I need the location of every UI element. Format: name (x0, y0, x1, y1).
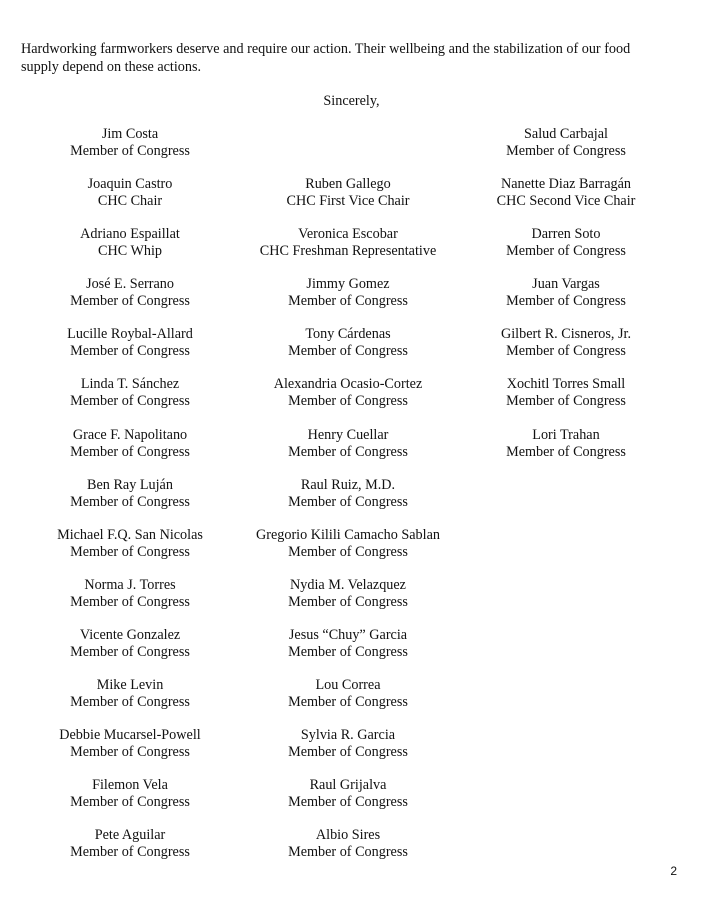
signature-block (451, 427, 681, 461)
signer-title: Member of Congress (288, 844, 408, 861)
signer-title: CHC Freshman Representative (259, 243, 437, 260)
signature-block (15, 627, 245, 661)
signature-block (233, 376, 463, 410)
signer-title: Member of Congress (506, 343, 626, 360)
signature-row (0, 527, 703, 577)
signature-row (0, 226, 703, 276)
signer-name: José E. Serrano (86, 276, 174, 293)
signer-title: Member of Congress (70, 643, 190, 660)
signature-block (15, 477, 245, 511)
signature-block (15, 226, 245, 260)
signature-block (233, 176, 463, 210)
signer-title: Member of Congress (288, 343, 408, 360)
signer-name: Jesus “Chuy” Garcia (288, 626, 408, 643)
signer-name: Norma J. Torres (84, 576, 176, 593)
intro-paragraph (21, 40, 681, 76)
signer-title: CHC Second Vice Chair (496, 193, 636, 210)
signer-name: Jim Costa (101, 126, 159, 142)
signer-title: Member of Congress (70, 443, 190, 460)
signer-name: Adriano Espaillat (80, 226, 180, 243)
signer-name: Ruben Gallego (305, 176, 391, 193)
signer-name: Lucille Roybal-Allard (67, 326, 193, 343)
signer-title: Member of Congress (288, 643, 408, 660)
signer-title: Member of Congress (70, 493, 190, 510)
signer-title: Member of Congress (70, 393, 190, 410)
signature-block (233, 427, 463, 461)
signer-name: Michael F.Q. San Nicolas (57, 526, 203, 543)
signature-block (15, 326, 245, 360)
signer-title: Member of Congress (506, 243, 626, 260)
signature-block (451, 376, 681, 410)
signature-block (451, 226, 681, 260)
signature-block (233, 477, 463, 511)
signature-block (233, 777, 463, 811)
intro-line: supply depend on these actions. (21, 59, 202, 75)
signature-row (0, 477, 703, 527)
signer-title: Member of Congress (288, 443, 408, 460)
signer-name: Raul Ruiz, M.D. (300, 476, 396, 493)
signer-name: Mike Levin (96, 677, 164, 694)
signer-title: Member of Congress (506, 143, 626, 159)
signer-title: Member of Congress (70, 343, 190, 360)
signer-name: Juan Vargas (532, 276, 600, 293)
signer-name: Gregorio Kilili Camacho Sablan (255, 526, 440, 543)
signer-title: Member of Congress (288, 293, 408, 310)
signer-name: Alexandria Ocasio-Cortez (273, 376, 423, 393)
signer-title: CHC Chair (97, 193, 163, 210)
signer-title: Member of Congress (288, 593, 408, 610)
signature-block (15, 427, 245, 461)
signer-title: Member of Congress (506, 443, 626, 460)
signer-title: Member of Congress (288, 393, 408, 410)
signature-block (15, 677, 245, 711)
signature-block (15, 176, 245, 210)
signature-row (0, 126, 703, 176)
signature-row (0, 627, 703, 677)
signer-title: Member of Congress (70, 143, 190, 159)
signature-row (0, 176, 703, 226)
signature-block (15, 777, 245, 811)
signer-name: Joaquin Castro (87, 176, 173, 193)
signer-title: Member of Congress (70, 694, 190, 711)
signer-title: Member of Congress (506, 393, 626, 410)
signer-title: CHC First Vice Chair (286, 193, 410, 210)
signer-name: Salud Carbajal (524, 126, 608, 142)
signature-row (0, 276, 703, 326)
signer-name: Sylvia R. Garcia (300, 727, 396, 744)
signer-name: Henry Cuellar (307, 426, 389, 443)
signature-block (15, 527, 245, 561)
signer-name: Grace F. Napolitano (72, 426, 188, 443)
signature-row (0, 326, 703, 376)
closing-salutation: Sincerely, (323, 93, 380, 109)
signature-block (451, 176, 681, 210)
signature-block (233, 326, 463, 360)
signer-name: Tony Cárdenas (305, 326, 391, 343)
signer-title: Member of Congress (288, 493, 408, 510)
signature-row (0, 677, 703, 727)
signature-block (15, 126, 245, 160)
signature-block (15, 276, 245, 310)
signature-row (0, 727, 703, 777)
signature-block (233, 677, 463, 711)
signer-title: Member of Congress (70, 543, 190, 560)
signature-block (451, 126, 681, 160)
signature-block (15, 827, 245, 861)
signer-title: Member of Congress (506, 293, 626, 310)
signer-name: Xochitl Torres Small (506, 376, 626, 393)
signer-title: Member of Congress (70, 844, 190, 861)
signature-row (0, 376, 703, 426)
signature-block (233, 727, 463, 761)
signer-name: Debbie Mucarsel-Powell (59, 727, 201, 744)
signature-grid (0, 126, 703, 877)
signature-block (451, 276, 681, 310)
signer-name: Pete Aguilar (94, 827, 166, 844)
signer-name: Raul Grijalva (309, 777, 387, 794)
page-number: 2 (670, 864, 677, 878)
signer-name: Linda T. Sánchez (80, 376, 180, 393)
intro-line: Hardworking farmworkers deserve and require our action. Their wellbeing and the stabilization of our food (21, 41, 631, 57)
signer-title: Member of Congress (70, 744, 190, 761)
signature-row (0, 577, 703, 627)
signer-title: Member of Congress (70, 593, 190, 610)
signer-name: Nanette Diaz Barragán (501, 176, 631, 193)
signer-name: Filemon Vela (92, 777, 168, 794)
signer-name: Gilbert R. Cisneros, Jr. (500, 326, 632, 343)
signer-name: Ben Ray Luján (87, 476, 173, 493)
signer-title: CHC Whip (98, 243, 162, 260)
signer-name: Vicente Gonzalez (79, 626, 181, 643)
signature-block (233, 827, 463, 861)
signer-title: Member of Congress (70, 794, 190, 811)
signer-title: Member of Congress (288, 794, 408, 811)
signer-name: Veronica Escobar (298, 226, 398, 243)
signature-block (233, 577, 463, 611)
signature-block (233, 627, 463, 661)
signer-title: Member of Congress (288, 694, 408, 711)
signer-name: Darren Soto (531, 226, 601, 243)
signer-title: Member of Congress (288, 543, 408, 560)
signer-name: Lou Correa (315, 677, 381, 694)
signer-title: Member of Congress (288, 744, 408, 761)
signer-name: Lori Trahan (532, 426, 600, 443)
signature-row (0, 827, 703, 877)
signer-name: Nydia M. Velazquez (290, 576, 406, 593)
signer-name: Albio Sires (315, 827, 381, 844)
signature-block (233, 226, 463, 260)
signer-name: Jimmy Gomez (306, 276, 390, 293)
signature-block (233, 276, 463, 310)
signature-row (0, 427, 703, 477)
signature-block (15, 727, 245, 761)
signature-block (15, 577, 245, 611)
signature-block (233, 527, 463, 561)
signature-row (0, 777, 703, 827)
signer-title: Member of Congress (70, 293, 190, 310)
signature-block (15, 376, 245, 410)
signature-block (451, 326, 681, 360)
